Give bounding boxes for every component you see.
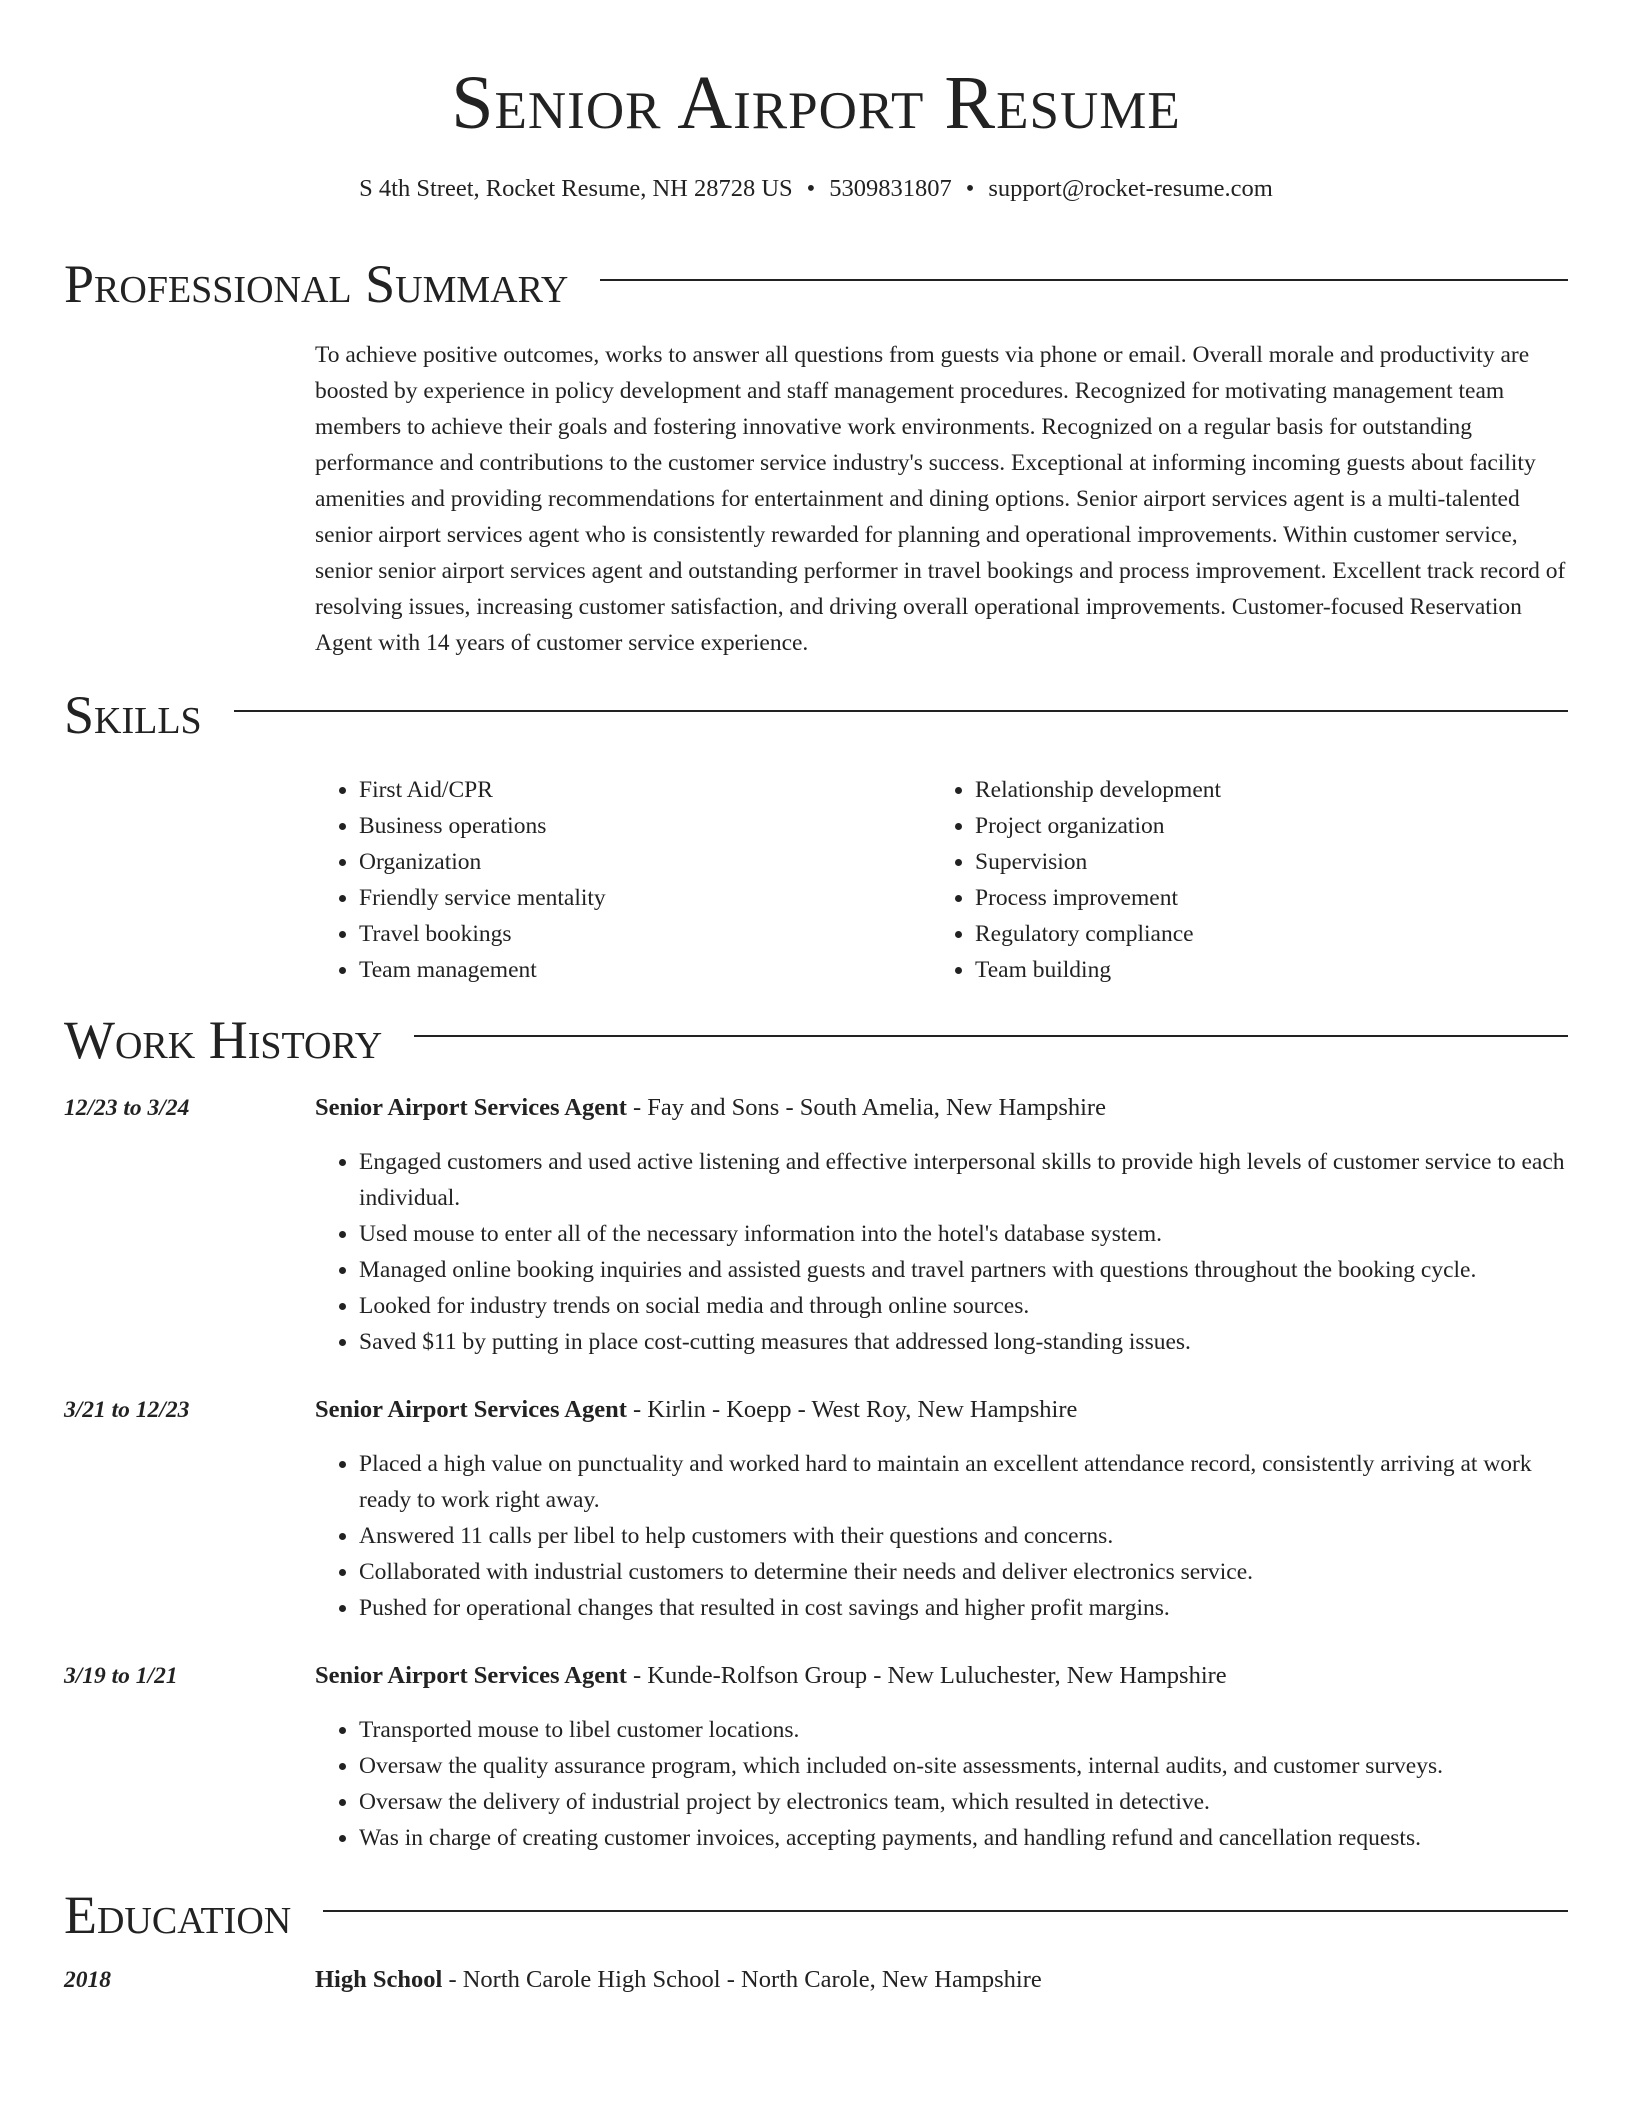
job-title-line	[315, 1090, 1568, 1126]
skill-item: • Friendly service mentality	[359, 880, 931, 916]
skill-item: • Project organization	[975, 808, 1547, 844]
contact-separator: •	[806, 175, 816, 202]
section-divider	[600, 279, 1568, 281]
job-bullet: • Saved $11 by putting in place cost-cutting measures that addressed long-standing issues.	[359, 1324, 1568, 1360]
job-bullet: • Engaged customers and used active listening and effective interpersonal skills to provide high levels of customer service to each individual.	[359, 1144, 1568, 1216]
job-title-line	[315, 1392, 1568, 1428]
skill-item: • Team management	[359, 952, 931, 988]
skill-item: • Relationship development	[975, 772, 1547, 808]
education-school: - North Carole High School - North Carole, New Hampshire	[442, 1966, 1042, 1993]
job-bullet: • Used mouse to enter all of the necessary information into the hotel's database system.	[359, 1216, 1568, 1252]
skills-column-left	[315, 772, 931, 988]
section-divider	[323, 1910, 1568, 1912]
section-header-skills	[64, 683, 1568, 747]
job-bullet: • Collaborated with industrial customers to determine their needs and deliver electronics service.	[359, 1554, 1568, 1590]
job-bullets	[315, 1144, 1568, 1360]
job-employer: - Kunde-Rolfson Group - New Luluchester, New Hampshire	[626, 1662, 1227, 1689]
skill-item: • Organization	[359, 844, 931, 880]
section-header-education	[64, 1883, 1568, 1947]
job-dates: 12/23 to 3/24	[64, 1095, 190, 1121]
job-title-line	[315, 1658, 1568, 1694]
job-bullet: • Pushed for operational changes that resulted in cost savings and higher profit margins.	[359, 1590, 1568, 1626]
education-line	[315, 1962, 1568, 1998]
job-employer: - Fay and Sons - South Amelia, New Hampshire	[626, 1094, 1106, 1121]
job-title: Senior Airport Services Agent	[315, 1662, 627, 1689]
job-title: Senior Airport Services Agent	[315, 1094, 627, 1121]
job-bullet: • Looked for industry trends on social media and through online sources.	[359, 1288, 1568, 1324]
job-bullet: • Transported mouse to libel customer locations.	[359, 1712, 1568, 1748]
job-bullet: • Was in charge of creating customer invoices, accepting payments, and handling refund and cancellation requests.	[359, 1820, 1568, 1856]
section-title-summary: Professional Summary	[64, 254, 569, 314]
job-bullet: • Answered 11 calls per libel to help customers with their questions and concerns.	[359, 1518, 1568, 1554]
summary-text: To achieve positive outcomes, works to answer all questions from guests via phone or email. Overall morale and productivity are boosted by experience in policy development and staff management procedures. Recognized for motivating management team members to achieve their goals and fostering innovative work environments. Recognized on a regular basis for outstanding performance and contributions to the customer service industry's success. Exceptional at informing incoming guests about facility amenities and providing recommendations for entertainment and dining options. Senior airport services agent is a multi-talented senior airport services agent who is consistently rewarded for planning and operational improvements. Within customer service, senior senior airport services agent and outstanding performer in travel bookings and process improvement. Excellent track record of resolving issues, increasing customer satisfaction, and driving overall operational improvements. Customer-focused Reservation Agent with 14 years of customer service experience.	[315, 342, 1566, 656]
resume-title: Senior Airport Resume	[451, 61, 1181, 145]
job-bullet: • Oversaw the delivery of industrial project by electronics team, which resulted in detective.	[359, 1784, 1568, 1820]
job-bullet: • Placed a high value on punctuality and worked hard to maintain an excellent attendance record, consistently arriving at work ready to work right away.	[359, 1446, 1568, 1518]
job-bullets	[315, 1446, 1568, 1626]
skill-item: • Regulatory compliance	[975, 916, 1547, 952]
job-dates: 3/19 to 1/21	[64, 1663, 178, 1689]
skills-list	[315, 772, 1568, 988]
education-date: 2018	[64, 1967, 111, 1993]
contact-line	[0, 172, 1632, 206]
skill-item: • Supervision	[975, 844, 1547, 880]
contact-email: support@rocket-resume.com	[988, 175, 1273, 202]
skill-item: • First Aid/CPR	[359, 772, 931, 808]
section-title-education: Education	[64, 1885, 292, 1945]
section-header-work-history	[64, 1008, 1568, 1072]
job-dates: 3/21 to 12/23	[64, 1397, 190, 1423]
job-title: Senior Airport Services Agent	[315, 1396, 627, 1423]
section-title-work-history: Work History	[64, 1010, 383, 1070]
education-degree: High School	[315, 1966, 443, 1993]
section-title-skills: Skills	[64, 685, 202, 745]
contact-separator: •	[965, 175, 975, 202]
job-bullets	[315, 1712, 1568, 1856]
contact-phone: 5309831807	[829, 175, 952, 202]
section-header-summary	[64, 252, 1568, 316]
section-divider	[234, 710, 1568, 712]
skill-item: • Travel bookings	[359, 916, 931, 952]
skill-item: • Business operations	[359, 808, 931, 844]
skills-column-right	[931, 772, 1547, 988]
job-employer: - Kirlin - Koepp - West Roy, New Hampshire	[626, 1396, 1078, 1423]
skill-item: • Team building	[975, 952, 1547, 988]
contact-address: S 4th Street, Rocket Resume, NH 28728 US	[359, 175, 793, 202]
job-bullet: • Oversaw the quality assurance program, which included on-site assessments, internal audits, and customer surveys.	[359, 1748, 1568, 1784]
skill-item: • Process improvement	[975, 880, 1547, 916]
job-bullet: • Managed online booking inquiries and assisted guests and travel partners with questions throughout the booking cycle.	[359, 1252, 1568, 1288]
section-divider	[414, 1035, 1568, 1037]
